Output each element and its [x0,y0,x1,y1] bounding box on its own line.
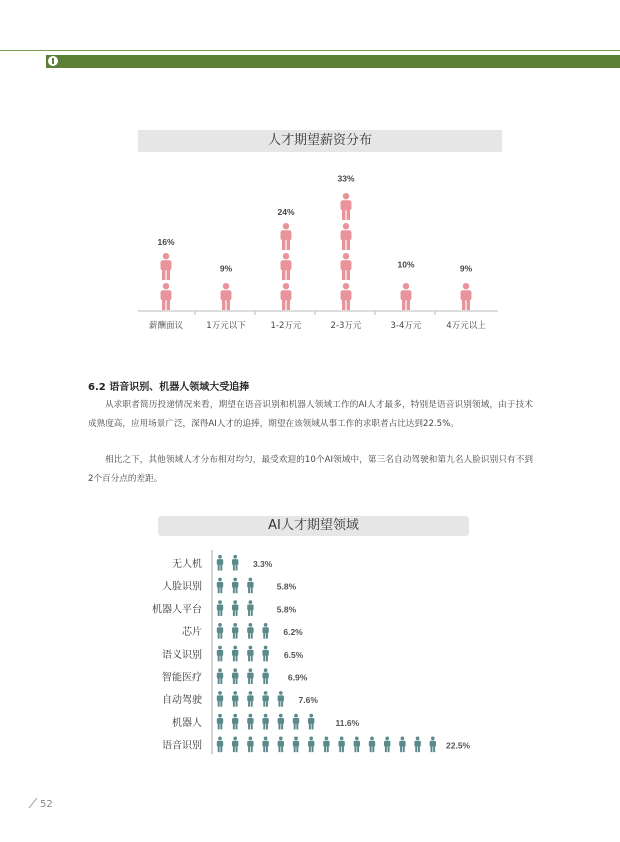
value-label: 10% [397,259,415,270]
category-label: 2-3万元 [330,321,362,331]
person-icon [341,223,352,250]
salary-column [331,163,362,331]
person-icon [161,253,172,280]
header-rule [0,50,620,51]
person-icon [278,714,284,730]
person-icon [338,736,344,752]
person-icon-partial [262,600,268,616]
field-row [182,623,303,639]
person-icon [414,736,420,752]
salary-column [149,237,184,331]
page-number: 52 [40,799,53,810]
paragraph-2: 相比之下，其他领域人才分布相对均匀，最受欢迎的10个AI领域中，第三名自动驾驶和第九名人脸识别只有不到2个百分点的差距。 [88,455,533,484]
person-icon [217,714,223,730]
field-label: 智能医疗 [162,672,202,684]
person-icon [247,646,253,662]
person-icon [401,283,412,310]
salary-column [271,207,302,331]
person-icon [430,736,436,752]
person-icon [341,253,352,280]
person-icon [247,623,253,639]
field-label: 自动驾驶 [162,695,202,707]
field-row [162,646,304,662]
value-label: 7.6% [298,695,318,706]
person-icon [262,691,268,707]
salary-column [206,253,246,331]
value-label: 11.6% [335,717,360,728]
field-label: 机器人 [172,717,202,729]
salary-column [446,253,486,331]
value-label: 6.5% [283,649,304,660]
field-label: 无人机 [172,559,202,570]
chart1-title: 人才期望薪资分布 [138,130,502,152]
person-icon [262,623,268,639]
field-row [172,714,360,730]
person-icon [399,736,405,752]
person-icon [281,253,292,280]
person-icon [217,691,223,707]
value-label: 9% [219,263,233,274]
person-icon [341,193,352,220]
person-icon [217,578,223,594]
person-icon [278,691,284,707]
person-icon [161,283,172,310]
category-label: 薪酬面议 [148,321,184,331]
person-icon [217,600,223,616]
person-icon [232,714,238,730]
person-icon [232,555,238,571]
section-heading: 6.2 语音识别、机器人领域大受追捧 [88,382,250,393]
field-label: 语义识别 [162,649,202,661]
person-icon [232,736,238,752]
field-row [162,578,297,594]
field-row [162,668,308,684]
person-icon [247,691,253,707]
header-bar [46,55,620,68]
person-icon [247,578,253,594]
person-icon [293,714,299,730]
category-label: 1万元以下 [206,321,246,331]
field-row [162,736,471,752]
person-icon [217,555,223,571]
person-icon [308,736,314,752]
person-icon [323,736,329,752]
person-icon [221,283,232,310]
category-label: 4万元以上 [446,321,486,331]
value-label: 6.2% [283,627,303,638]
value-label: 33% [337,173,355,184]
page-slash-icon [28,797,38,809]
person-icon [247,714,253,730]
person-icon [262,714,268,730]
person-icon [341,283,352,310]
value-label: 24% [277,207,295,217]
person-icon [247,736,253,752]
value-label: 5.8% [276,581,297,592]
person-icon [262,668,268,684]
value-label: 16% [157,237,175,247]
person-icon [281,223,292,250]
value-label: 22.5% [446,740,471,751]
person-icon [262,646,268,662]
paragraph-1: 从求职者简历投递情况来看，期望在语音识别和机器人领域工作的AI人才最多，特别是语音识别领域，由于技术成熟度高，应用场景广泛，深得AI人才的追捧，期望在该领域从事工作的求职者占比达到22.5%。 [88,400,533,429]
person-icon [232,668,238,684]
category-label: 1-2万元 [270,321,302,331]
person-icon [217,646,223,662]
value-label: 9% [459,263,473,274]
person-icon [232,623,238,639]
person-icon [247,668,253,684]
person-icon [354,736,360,752]
person-icon-partial [262,578,268,594]
value-label: 5.8% [276,604,297,615]
person-icon [369,736,375,752]
person-icon-partial [323,714,329,730]
field-label: 人脸识别 [162,581,202,593]
salary-chart [138,160,502,340]
chart2-title: AI人才期望领域 [158,516,469,536]
person-icon [384,736,390,752]
person-icon [281,283,292,310]
person-icon [232,578,238,594]
person-icon-partial [278,668,284,684]
value-label: 6.9% [287,672,308,683]
value-label: 3.3% [252,559,273,569]
field-row [162,691,318,707]
info-icon [47,55,59,67]
person-icon [278,736,284,752]
person-icon [308,714,314,730]
field-row [152,600,297,616]
person-icon [247,600,253,616]
field-row [172,555,273,571]
person-icon [293,736,299,752]
person-icon [217,668,223,684]
person-icon [232,691,238,707]
person-icon [217,736,223,752]
person-icon [461,283,472,310]
person-icon [232,600,238,616]
person-icon [262,736,268,752]
field-label: 机器人平台 [152,604,202,616]
field-chart [130,548,530,758]
person-icon [232,646,238,662]
category-label: 3-4万元 [390,321,422,331]
field-label: 芯片 [182,627,202,639]
person-icon [217,623,223,639]
field-label: 语音识别 [162,740,202,752]
salary-column [391,253,422,331]
